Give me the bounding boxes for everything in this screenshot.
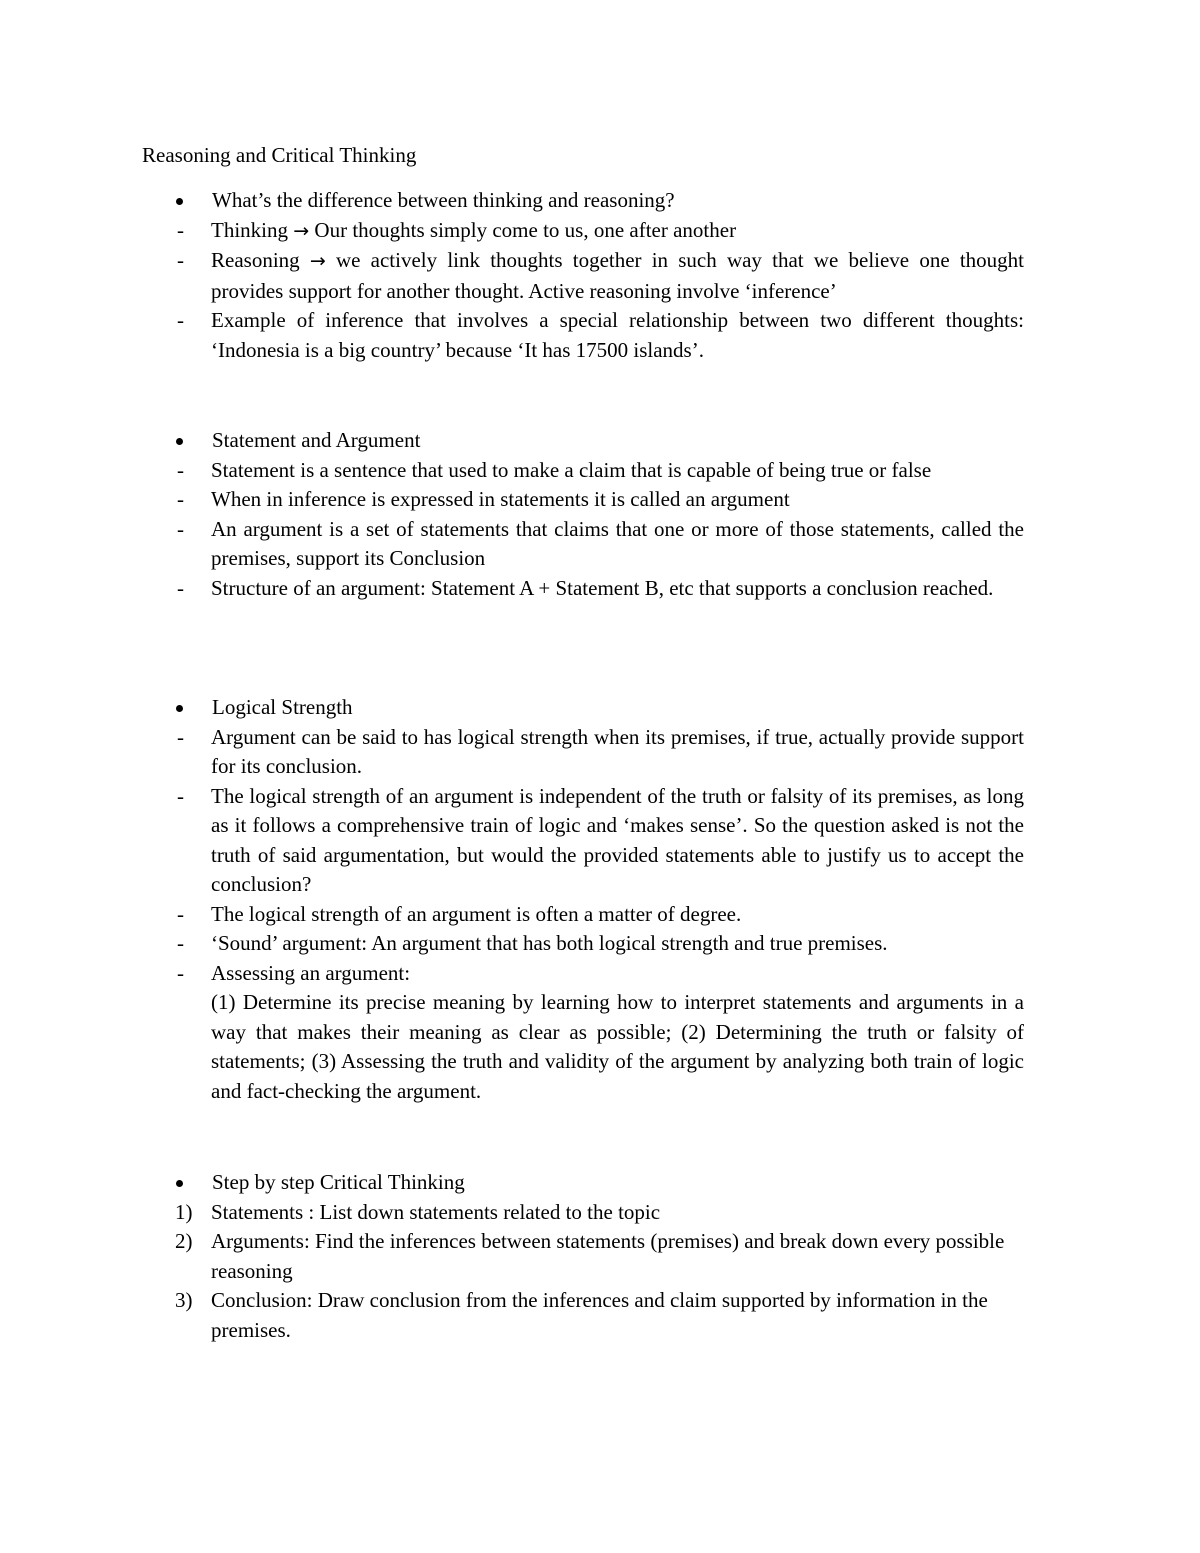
item-text: The logical strength of an argument is often a matter of degree. — [211, 901, 742, 926]
section-logical-strength — [176, 693, 1060, 1106]
item-text: When in inference is expressed in statements it is called an argument — [211, 487, 790, 511]
item-text: An argument is a set of statements that claims that one or more of those statements, called the premises, support its Conclusion — [211, 516, 1024, 570]
item-text: Statement is a sentence that used to make a claim that is capable of being true or false — [211, 457, 932, 482]
list-item — [177, 929, 1024, 959]
dash-marker: - — [177, 931, 184, 955]
dash-marker: - — [177, 724, 184, 749]
section-heading: Statement and Argument — [212, 428, 421, 452]
sub-list — [140, 723, 1024, 1107]
dash-marker: - — [177, 783, 184, 808]
step-list — [140, 1198, 1024, 1346]
dash-marker: - — [177, 516, 184, 541]
list-item — [177, 485, 1024, 515]
list-item — [177, 574, 1024, 604]
bullet-item — [176, 693, 1060, 723]
section-step-by-step — [176, 1168, 1060, 1345]
dash-marker: - — [177, 457, 184, 482]
section-heading: Step by step Critical Thinking — [212, 1170, 465, 1194]
sub-list — [140, 456, 1024, 604]
list-item — [177, 216, 1024, 247]
item-text: The logical strength of an argument is independent of the truth or falsity of its premises, as long as it follows a comprehensive train of logic and ‘makes sense’. So the question asked is not the truth of said argumentation, but would the provided statements able to justify us to accept the conclusion? — [211, 783, 1024, 896]
dash-marker: - — [177, 308, 184, 332]
list-item — [177, 306, 1024, 365]
list-item — [177, 246, 1025, 306]
list-item — [177, 723, 1024, 782]
step-number: 2) — [175, 1229, 193, 1253]
list-item — [177, 959, 1024, 1107]
step-item — [175, 1198, 1024, 1228]
step-text: Arguments: Find the inferences between statements (premises) and break down every possible reasoning — [211, 1229, 1005, 1283]
item-text: Our thoughts simply come to us, one after another — [314, 217, 737, 242]
list-item — [177, 515, 1024, 574]
bullet-item — [176, 186, 1060, 216]
section-heading: Logical Strength — [212, 695, 353, 719]
section-thinking-vs-reasoning — [176, 186, 1060, 365]
dash-marker: - — [177, 248, 184, 272]
item-text: Example of inference that involves a special relationship between two different thoughts: ‘Indonesia is a big country’ because ‘It has 17500 islands’. — [211, 308, 1024, 362]
step-number: 1) — [175, 1199, 193, 1224]
list-item — [177, 782, 1024, 900]
right-arrow-icon: → — [293, 219, 310, 242]
dash-marker: - — [177, 575, 184, 600]
bullet-item — [176, 426, 1060, 456]
item-text: ‘Sound’ argument: An argument that has both logical strength and true premises. — [211, 931, 888, 955]
item-text: Argument can be said to has logical strength when its premises, if true, actually provide support for its conclusion. — [211, 724, 1024, 778]
list-item — [177, 900, 1024, 930]
dash-marker: - — [177, 487, 184, 511]
step-text: Conclusion: Draw conclusion from the inferences and claim supported by information in the premises. — [211, 1288, 988, 1342]
section-heading: What’s the difference between thinking and reasoning? — [212, 188, 675, 212]
bullet-item — [176, 1168, 1060, 1198]
item-text: Structure of an argument: Statement A + Statement B, etc that supports a conclusion reached. — [211, 575, 994, 600]
right-arrow-icon: → — [309, 250, 326, 272]
term-label: Thinking — [211, 217, 288, 242]
page-title: Reasoning and Critical Thinking — [142, 143, 417, 167]
dash-marker: - — [177, 901, 184, 926]
item-detail: (1) Determine its precise meaning by learning how to interpret statements and arguments in a way that makes their meaning as clear as possible; (2) Determining the truth or falsity of statements; (3) Assessing the truth and validity of the argument by analyzing both train of logic and fact-checking the argument. — [211, 990, 1024, 1103]
sub-list — [140, 216, 1024, 366]
section-statement-argument — [176, 426, 1060, 603]
item-text: Assessing an argument: — [211, 960, 411, 985]
step-number: 3) — [175, 1288, 193, 1312]
step-text: Statements : List down statements related to the topic — [211, 1199, 661, 1224]
dash-marker: - — [177, 960, 184, 985]
item-text: we actively link thoughts together in such way that we believe one thought provides support for another thought. Active reasoning involve ‘inference’ — [211, 248, 1025, 303]
step-item — [175, 1286, 1024, 1345]
list-item — [177, 456, 1024, 486]
term-label: Reasoning — [211, 248, 300, 272]
dash-marker: - — [177, 217, 184, 242]
step-item — [175, 1227, 1024, 1286]
